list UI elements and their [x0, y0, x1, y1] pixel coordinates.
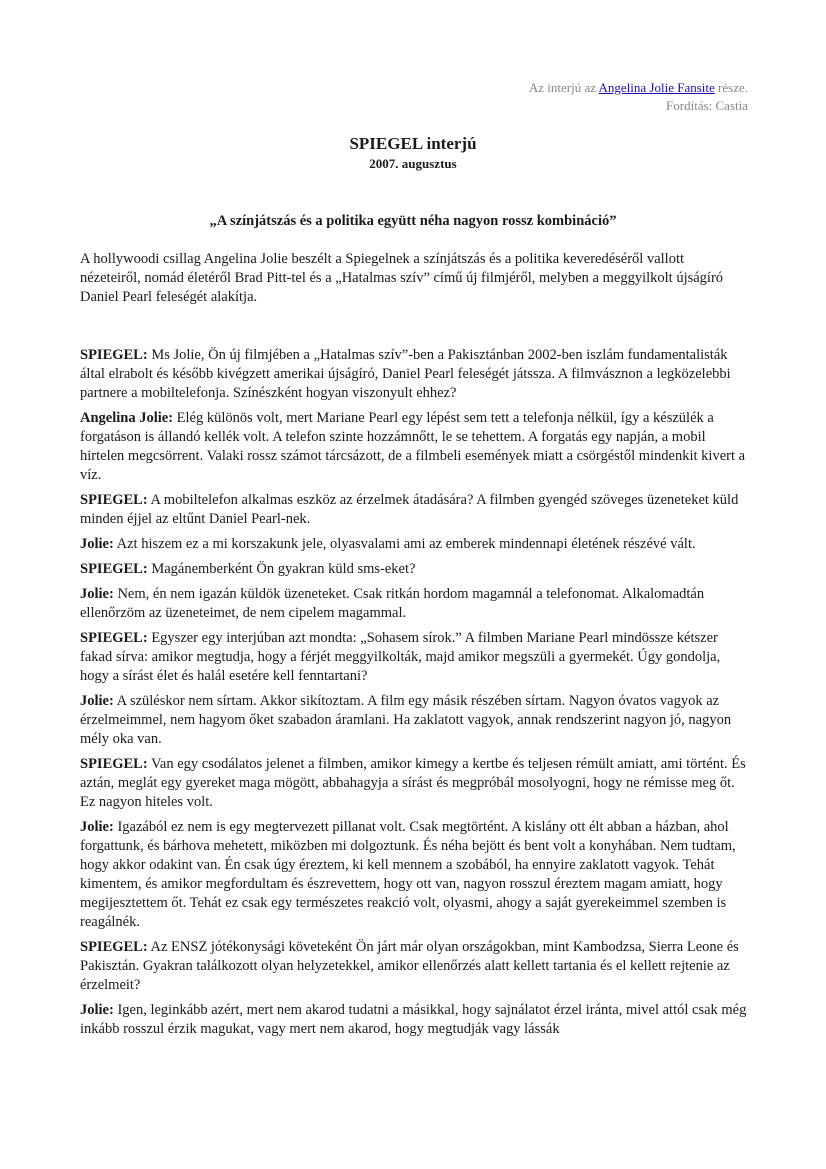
translation-credit: Fordítás: Castia: [666, 98, 748, 113]
credit-line-1: [529, 79, 748, 97]
qa-text: Van egy csodálatos jelenet a filmben, amikor kimegy a kertbe és teljesen rémült amiatt, ami történt. És aztán, meglát egy gyereket maga mögött, abbahagyja a sírást és megpróbál mosolyogni, hogy ne rémisse meg őt. Ez nagyon hiteles volt.: [80, 756, 746, 810]
speaker-label: SPIEGEL:: [80, 756, 148, 772]
speaker-label: SPIEGEL:: [80, 630, 148, 646]
qa-text: Igazából ez nem is egy megtervezett pillanat volt. Csak megtörtént. A kislány ott élt abban a házban, ahol forgattunk, és bárhova mehetett, miközben mi dolgoztunk. És néha bejött és bent volt a konyhában. Nem tudtam, hogy akkor odakint van. Én csak úgy éreztem, ki kell mennem a szobából, ha ennyire zaklatott vagyok. Tehát kimentem, és amikor megfordultam és észrevettem, hogy ott van, nagyon rosszul éreztem magam amiatt, hogy megijesztettem őt. Tehát ez csak egy természetes reakció volt, olyasmi, ahogy a saját gyerekeimmel szemben is reagálnék.: [80, 819, 736, 930]
interview-headline: „A színjátszás és a politika együtt néha nagyon rossz kombináció”: [209, 213, 617, 229]
credit-prefix: Az interjú az: [528, 80, 599, 95]
qa-paragraph: [80, 346, 748, 403]
qa-text: A szüléskor nem sírtam. Akkor sikítoztam. A film egy másik részében sírtam. Nagyon óvatos vagyok az érzelmeimmel, nem hagyom őket szabadon áramlani. Ha zaklatott vagyok, annak rendszerint nagyon jó, nagyon mély oka van.: [80, 693, 732, 747]
qa-text: A mobiltelefon alkalmas eszköz az érzelmek átadására? A filmben gyengéd szöveges üzeneteket küld minden éjjel az eltűnt Daniel Pearl-nek.: [80, 492, 739, 527]
qa-paragraph: [80, 692, 748, 749]
qa-text: Nem, én nem igazán küldök üzeneteket. Csak ritkán hordom magamnál a telefonomat. Alkalomadtán ellenőrzöm az üzeneteimet, de nem cipelem magammal.: [80, 586, 705, 621]
qa-paragraph: [80, 1001, 748, 1039]
credit-suffix: része.: [714, 80, 748, 95]
speaker-label: SPIEGEL:: [80, 347, 148, 363]
qa-text: Ms Jolie, Ön új filmjében a „Hatalmas szív”-ben a Pakisztánban 2002-ben iszlám fundamentalisták által elrabolt és később kivégzett amerikai újságíró, Daniel Pearl feleségét játssza. A filmvásznon a legközelebbi partnere a mobiltelefonja. Színészként hogyan viszonyult ehhez?: [80, 347, 731, 401]
qa-text: Azt hiszem ez a mi korszakunk jele, olyasvalami ami az emberek mindennapi életének részévé vált.: [113, 536, 696, 552]
qa-text: Igen, leginkább azért, mert nem akarod tudatni a másikkal, hogy sajnálatot érzel iránta, mivel attól csak még inkább rosszul érzik magukat, vagy mert nem akarod, hogy megtudják vagy lássák: [80, 1002, 747, 1037]
speaker-label: Jolie:: [80, 819, 114, 835]
qa-paragraph: [80, 585, 748, 623]
speaker-label: Jolie:: [80, 586, 114, 602]
intro-paragraph: A hollywoodi csillag Angelina Jolie beszélt a Spiegelnek a színjátszás és a politika keveredéséről vallott nézeteiről, nomád életéről Brad Pitt-tel és a „Hatalmas szív” című új filmjéről, melyben a meggyilkolt újságíró Daniel Pearl feleségét alakítja.: [80, 251, 724, 305]
speaker-label: Jolie:: [80, 536, 114, 552]
page-title: SPIEGEL interjú: [349, 134, 477, 153]
speaker-label: Angelina Jolie:: [80, 410, 174, 426]
page-date: 2007. augusztus: [369, 156, 457, 171]
qa-paragraph: [80, 629, 748, 686]
speaker-label: SPIEGEL:: [80, 939, 148, 955]
speaker-label: SPIEGEL:: [80, 561, 148, 577]
qa-text: Magánemberként Ön gyakran küld sms-eket?: [147, 561, 416, 577]
qa-text: Egyszer egy interjúban azt mondta: „Sohasem sírok.” A filmben Mariane Pearl mindössze kétszer fakad sírva: amikor megtudja, hogy a férjét meggyilkolták, majd amikor megszüli a gyermekét. Úgy gondolja, hogy a sírást élet és halál esetére kell fenntartani?: [80, 630, 721, 684]
qa-paragraph: [80, 409, 748, 485]
qa-paragraph: [80, 491, 748, 529]
speaker-label: Jolie:: [80, 693, 114, 709]
qa-paragraph: [80, 818, 748, 932]
qa-paragraph: [80, 560, 748, 579]
qa-paragraph: [80, 755, 748, 812]
qa-paragraph: [80, 535, 748, 554]
speaker-label: Jolie:: [80, 1002, 114, 1018]
credit-note: [529, 79, 748, 115]
speaker-label: SPIEGEL:: [80, 492, 148, 508]
qa-text: Elég különös volt, mert Mariane Pearl egy lépést sem tett a telefonja nélkül, így a készülék a forgatáson is állandó kellék volt. A telefon szinte hozzámnőtt, le se tehettem. A forgatás egy napján, a mobil hirtelen megcsörrent. Valaki rossz számot tárcsázott, de a filmbeli események miatt a csörgéstől mindenkit kivert a víz.: [80, 410, 746, 483]
interview-body: [80, 346, 748, 1045]
qa-paragraph: [80, 938, 748, 995]
qa-text: Az ENSZ jótékonysági követeként Ön járt már olyan országokban, mint Kambodzsa, Sierra Leone és Pakisztán. Gyakran találkozott olyan helyzetekkel, amikor ellenőrzés alatt kellett tartania és el kellett rejtenie az érzelmeit?: [80, 939, 739, 993]
title-block: [0, 133, 826, 173]
fansite-link[interactable]: Angelina Jolie Fansite: [598, 80, 715, 95]
